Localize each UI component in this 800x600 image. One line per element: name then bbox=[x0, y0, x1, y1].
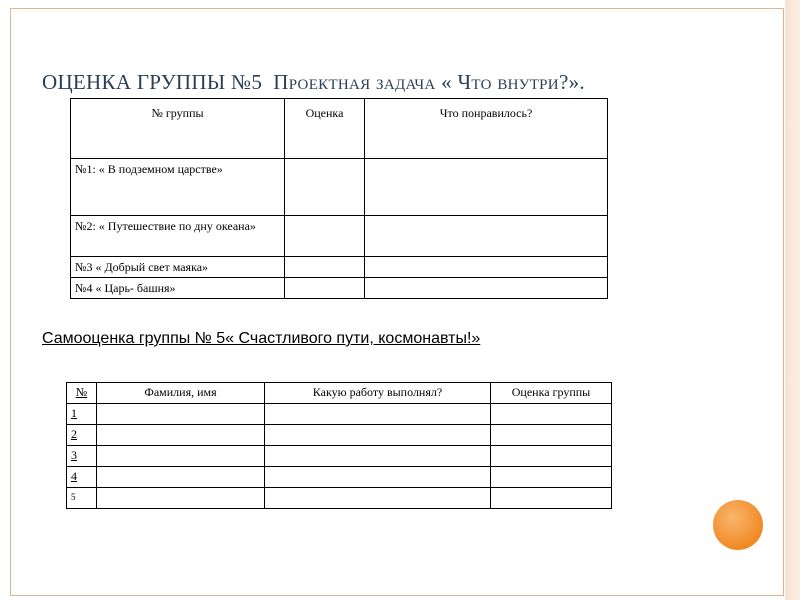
table-row bbox=[67, 446, 612, 467]
grade-cell[interactable] bbox=[285, 278, 365, 299]
header-name: Фамилия, имя bbox=[97, 383, 265, 404]
title-prefix: ОЦЕНКА ГРУППЫ №5 bbox=[42, 70, 263, 94]
grade-cell[interactable] bbox=[285, 257, 365, 278]
row-num: 1 bbox=[67, 404, 97, 425]
name-cell[interactable] bbox=[97, 467, 265, 488]
grade-cell[interactable] bbox=[491, 404, 612, 425]
header-work: Какую работу выполнял? bbox=[265, 383, 491, 404]
title-subtitle: Проектная задача « Что внутри?». bbox=[273, 70, 585, 94]
liked-cell[interactable] bbox=[365, 257, 608, 278]
grading-header-row bbox=[71, 99, 608, 159]
grade-cell[interactable] bbox=[491, 425, 612, 446]
header-grade: Оценка bbox=[285, 99, 365, 159]
work-cell[interactable] bbox=[265, 488, 491, 509]
self-header-row bbox=[67, 383, 612, 404]
table-row bbox=[71, 216, 608, 257]
work-cell[interactable] bbox=[265, 467, 491, 488]
table-row bbox=[67, 404, 612, 425]
grading-table bbox=[70, 98, 608, 299]
name-cell[interactable] bbox=[97, 446, 265, 467]
header-group-grade: Оценка группы bbox=[491, 383, 612, 404]
page-title bbox=[42, 70, 585, 95]
decorative-orange-circle bbox=[713, 500, 763, 550]
header-group: № группы bbox=[71, 99, 285, 159]
work-cell[interactable] bbox=[265, 404, 491, 425]
header-liked: Что понравилось? bbox=[365, 99, 608, 159]
row-num: 3 bbox=[67, 446, 97, 467]
row-num: 5 bbox=[67, 488, 97, 509]
row-num: 4 bbox=[67, 467, 97, 488]
grade-cell[interactable] bbox=[285, 216, 365, 257]
table-row bbox=[67, 488, 612, 509]
name-cell[interactable] bbox=[97, 488, 265, 509]
header-num: № bbox=[67, 383, 97, 404]
table-row bbox=[67, 467, 612, 488]
liked-cell[interactable] bbox=[365, 216, 608, 257]
group-cell: №4 « Царь- башня» bbox=[71, 278, 285, 299]
group-cell: №1: « В подземном царстве» bbox=[71, 159, 285, 216]
grade-cell[interactable] bbox=[491, 488, 612, 509]
group-cell: №3 « Добрый свет маяка» bbox=[71, 257, 285, 278]
table-row bbox=[67, 425, 612, 446]
self-assessment-table bbox=[66, 382, 612, 509]
grade-cell[interactable] bbox=[491, 446, 612, 467]
table-row bbox=[71, 257, 608, 278]
row-num: 2 bbox=[67, 425, 97, 446]
name-cell[interactable] bbox=[97, 404, 265, 425]
name-cell[interactable] bbox=[97, 425, 265, 446]
work-cell[interactable] bbox=[265, 446, 491, 467]
work-cell[interactable] bbox=[265, 425, 491, 446]
self-assessment-title: Самооценка группы № 5« Счастливого пути, космонавты!» bbox=[42, 330, 481, 347]
grade-cell[interactable] bbox=[491, 467, 612, 488]
liked-cell[interactable] bbox=[365, 278, 608, 299]
right-decor-bar bbox=[785, 0, 800, 600]
table-row bbox=[71, 159, 608, 216]
liked-cell[interactable] bbox=[365, 159, 608, 216]
group-cell: №2: « Путешествие по дну океана» bbox=[71, 216, 285, 257]
table-row bbox=[71, 278, 608, 299]
grade-cell[interactable] bbox=[285, 159, 365, 216]
